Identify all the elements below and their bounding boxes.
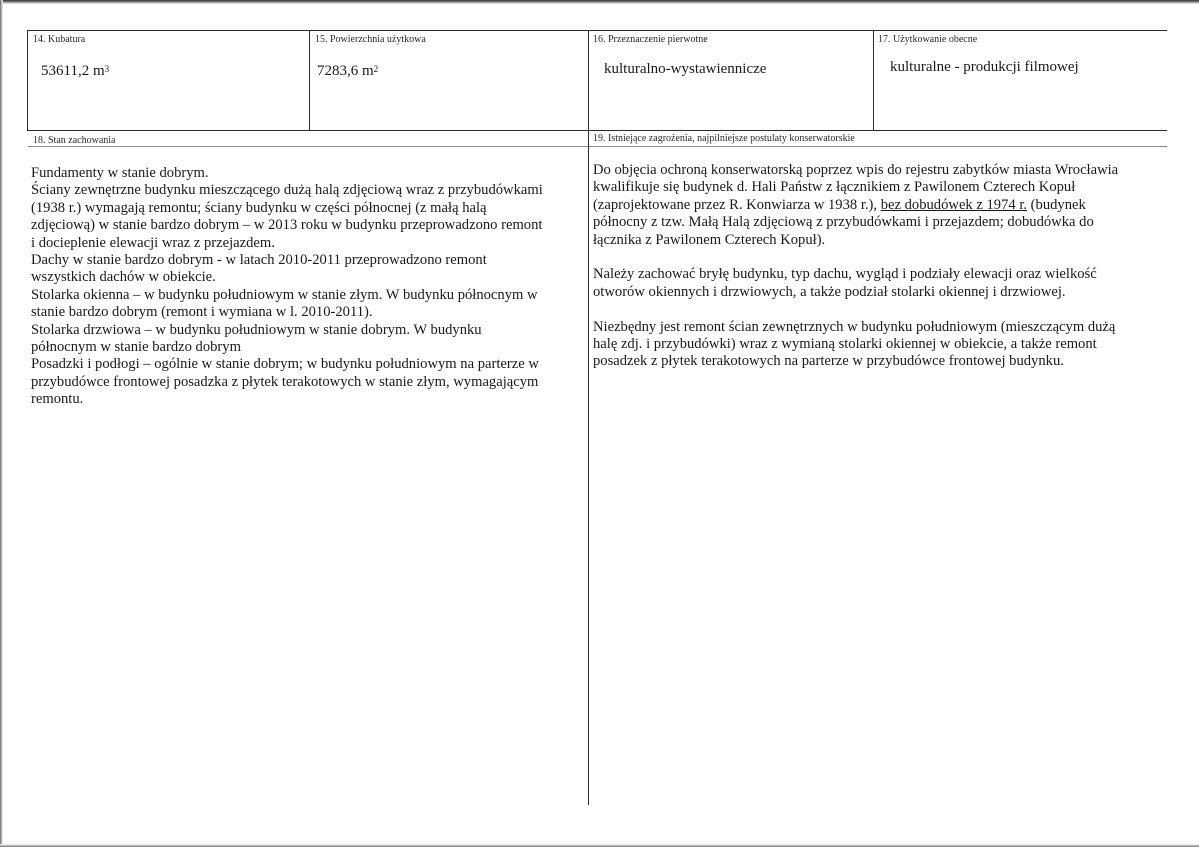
- field-18-label: 18. Stan zachowania: [33, 135, 116, 146]
- text-line: kwalifikuje się budynek d. Hali Państw z łącznikiem z Pawilonem Czterech Kopuł: [593, 179, 1076, 196]
- divider-14-15: [309, 30, 310, 131]
- left-border: [27, 30, 28, 131]
- scan-edge-left: [0, 0, 3, 847]
- text-line: przybudówce frontowej posadzka z płytek terakotowych w stanie złym, wymagającym: [31, 373, 539, 390]
- text-line: Ściany zewnętrzne budynku mieszczącego dużą halą zdjęciową wraz z przybudówkami: [31, 182, 543, 199]
- text-line: Należy zachować bryłę budynku, typ dachu, wygląd i podziały elewacji oraz wielkość: [593, 266, 1097, 283]
- text-line: Posadzki i podłogi – ogólnie w stanie dobrym; w budynku południowym na parterze w: [31, 356, 539, 373]
- text-line: północnym w stanie bardzo dobrym: [31, 339, 241, 356]
- text-line: łącznika z Pawilonem Czterech Kopuł).: [593, 231, 826, 248]
- field-18-text: [31, 165, 587, 409]
- field-19-label: 19. Istniejące zagrożenia, najpilniejsze postulaty konserwatorskie: [593, 133, 855, 144]
- field-14-value: [41, 62, 109, 80]
- field-16-label: 16. Przeznaczenie pierwotne: [593, 34, 708, 45]
- field-14-label: 14. Kubatura: [33, 34, 86, 45]
- text-line: Dachy w stanie bardzo dobrym - w latach 2010-2011 przeprowadzono remont: [31, 252, 487, 269]
- field-19-paragraph-3: [593, 319, 1167, 371]
- text-line: posadzek z płytek terakotowych na parterze w przybudówce frontowej budynku.: [593, 353, 1064, 370]
- text-line: otworów okiennych i drzwiowych, a także podział stolarki okiennej i drzwiowej.: [593, 283, 1066, 300]
- scan-edge-top: [0, 0, 1199, 4]
- row1-bottom-border: [27, 130, 1167, 131]
- field-15-value: [317, 62, 378, 80]
- text-line: Fundamenty w stanie dobrym.: [31, 165, 209, 181]
- field-19-paragraph-2: [593, 266, 1167, 301]
- text-line: i docieplenie elewacji wraz z przejazdem.: [31, 234, 275, 251]
- text-segment: (budynek: [1027, 196, 1086, 213]
- text-line: [593, 197, 1167, 214]
- field-19-paragraph-1: [593, 162, 1167, 249]
- text-line: Stolarka okienna – w budynku południowym w stanie złym. W budynku północnym w: [31, 286, 538, 303]
- field-14-value-text: 53611,2 m: [41, 63, 105, 79]
- field-15-label: 15. Powierzchnia użytkowa: [315, 34, 426, 45]
- field-16-value: kulturalno-wystawiennicze: [604, 61, 767, 77]
- field-14-unit-exponent: 3: [104, 64, 110, 74]
- text-line: (1938 r.) wymagają remontu; ściany budynku w części północnej (z małą halą: [31, 199, 487, 216]
- field-15-unit-exponent: 2: [373, 64, 379, 74]
- text-line: wszystkich dachów w obiekcie.: [31, 269, 216, 286]
- text-line: remontu.: [31, 391, 84, 408]
- field-19-text: [593, 162, 1167, 371]
- text-segment: (zaprojektowane przez R. Konwiarza w 1938 r.),: [593, 196, 881, 213]
- text-line: Niezbędny jest remont ścian zewnętrznych w budynku południowym (mieszczącym dużą: [593, 318, 1116, 335]
- table-top-border: [27, 30, 1167, 31]
- text-line: stanie bardzo dobrym (remont i wymiana w l. 2010-2011).: [31, 304, 373, 321]
- text-line: halę zdj. i przybudówki) wraz z wymianą stolarki okiennej w obiekcie, a także remont: [593, 336, 1097, 353]
- text-line: Stolarka drzwiowa – w budynku południowym w stanie dobrym. W budynku: [31, 321, 482, 338]
- divider-16-17: [873, 30, 874, 131]
- text-line: zdjęciową) w stanie bardzo dobrym – w 2013 roku w budynku przeprowadzono remont: [31, 217, 543, 234]
- field-17-value: kulturalne - produkcji filmowej: [890, 59, 1079, 75]
- field-15-value-text: 7283,6 m: [317, 63, 374, 79]
- underlined-text: bez dobudówek z 1974 r.: [880, 196, 1028, 213]
- label-underline-19: [589, 146, 1167, 147]
- text-line: północny z tzw. Małą Halą zdjęciową z przybudówkami i przejazdem; dobudówka do: [593, 214, 1094, 231]
- field-17-label: 17. Użytkowanie obecne: [878, 34, 978, 45]
- text-line: Do objęcia ochroną konserwatorską poprzez wpis do rejestru zabytków miasta Wrocławia: [593, 162, 1119, 178]
